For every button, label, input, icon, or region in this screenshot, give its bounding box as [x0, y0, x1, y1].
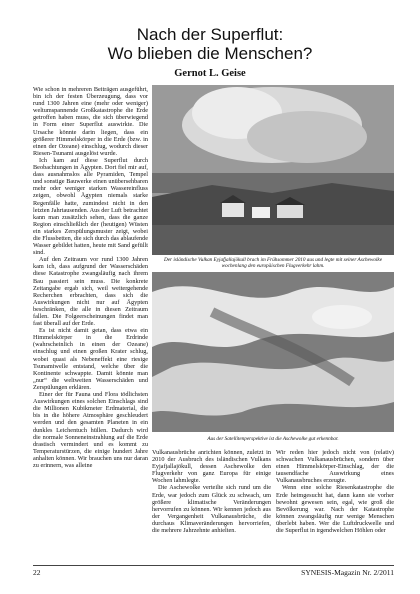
author: Gernot L. Geise: [174, 68, 246, 79]
paragraph: Wir reden hier jedoch nicht von (relativ) schwachen Vulkanausbrüchen, sondern über einen Himmelskörper-Einschlag, der die tausendfache Auswirkung eines Vulkanausbruches erzeugte.: [276, 449, 394, 485]
paragraph: Die Aschewolke verteilte sich rund um die Erde, war jedoch zum Glück zu schwach, um größere klimatische Veränderungen hervorrufen zu können. Wir kennen jedoch aus der Vergangenheit Vulkanausbrüche, die durchaus Klimaveränderungen hervorriefen, die mehrere Jahrzehnte anhielten.: [152, 484, 271, 535]
title-line-1: Nach der Superflut:: [136, 25, 284, 44]
paragraph: Wenn eine solche Riesenkatastrophe die Erde heimgesucht hat, dann kann sie vorher bewohnt gewesen sein, egal, wie groß die Bevölkerung war. Nach der Katastrophe können zwangsläufig nur wenige Menschen überlebt haben. Wer die Luftdruckwelle und die Superflut in irgendwelchen Höhlen oder: [276, 484, 394, 535]
satellite-photo-illustration: [152, 272, 394, 432]
middle-column: [152, 449, 271, 559]
volcano-photo-illustration: [152, 85, 394, 255]
left-column: [33, 86, 148, 564]
satellite-photo: [152, 272, 394, 432]
volcano-photo: [152, 85, 394, 255]
title-line-2: Wo blieben die Menschen?: [107, 44, 313, 63]
magazine-issue: SYNESIS-Magazin Nr. 2/2011: [301, 568, 394, 577]
paragraph: Auf den Zeitraum vor rund 1300 Jahren kam ich, dass aufgrund der Wasserschäden diese Katastrophe zwangsläufig nach ihrem Bau passiert sein muss. Die konkrete Zeitangabe ergab sich, weil weitergehende Recherchen erbrachten, dass sich die Auswirkungen nicht nur auf Ägypten beschränken, die alle in diesen Zeitraum fallen. Die Folgeerscheinungen findet man fast überall auf der Erde.: [33, 256, 148, 328]
caption-photo-1: Der isländische Vulkan Eyjafjallajökull brach im Frühsommer 2010 aus und legte mit seiner Aschewolke wochenlang den europäischen Flugverkehr lahm.: [163, 257, 383, 269]
paragraph: Vulkanausbrüche anrichten können, zuletzt in 2010 der Ausbruch des isländischen Vulkans Eyjafjallajökull, dessen Aschewolke den Flugverkehr von ganz Europa für einige Wochen lahmlegte.: [152, 449, 271, 485]
footer-divider: [33, 565, 394, 566]
page-number: 22: [33, 568, 41, 577]
right-column: [276, 449, 394, 559]
paragraph: Ich kam auf diese Superflut durch Beobachtungen in Ägypten. Dort fiel mir auf, dass ausnahmslos alle Pyramiden, Tempel und sonstige Bauwerke einen unübersehbaren mehr oder weniger starken Wassereinfluss zeigen, obwohl Ägypten niemals starke Regenfälle hatte, zumindest nicht in den letzten Jahrtausenden. Aus der Luft betrachtet kann man zusätzlich sehen, dass die ganze Region einschließlich der (heutigen) Wüsten ein starkes Zerspülungsmuster zeigt, wobei die Flussbetten, die sich durch das ablaufende Wasser gebildet hatten, heute mit Sand gefüllt sind.: [33, 156, 148, 257]
paragraph: Wie schon in mehreren Beiträgen ausgeführt, bin ich der festen Überzeugung, dass vor rund 1300 Jahren eine (mehr oder weniger) weltumspannende Großkatastrophe die Erde getroffen haben muss, die sich überwiegend in Form einer Superflut auswirkte. Die Ursache könnte darin liegen, dass ein größerer Himmelskörper in die Erde (bzw. in einen der Ozeane) einschlug, wodurch dieser Riesen-Tsunami ausgelöst wurde.: [33, 86, 148, 157]
paragraph: Einer der für Fauna und Flora tödlichsten Auswirkungen eines solchen Einschlags sind die Millionen Kubikmeter Erdmaterial, die bis in die höhere Atmosphäre geschleudert werden und den gesamten Planeten in ein dunkles Leichentuch hüllen. Dadurch wird die normale Sonneneinstrahlung auf die Erde drastisch vermindert und es kommt zu Temperaturstürzen, die einige hundert Jahre anhalten können. Wir brauchen uns nur daran zu erinnern, was alleine: [33, 391, 148, 469]
paragraph: Es ist nicht damit getan, dass etwa ein Himmelskörper in die Erdrinde (wahrscheinlich in einen der Ozeane) einschlug und einen großen Krater schlug, wobei quasi als Nebeneffekt eine riesige Tsunamiwelle entstand, welche über die Kontinente schwappte. Damit könnte man „nur“ die weltweiten Wasserschäden und Zerspülungen erklären.: [33, 327, 148, 391]
caption-photo-2: Aus der Satellitenperspektive ist die Aschewolke gut erkennbar.: [207, 436, 339, 442]
